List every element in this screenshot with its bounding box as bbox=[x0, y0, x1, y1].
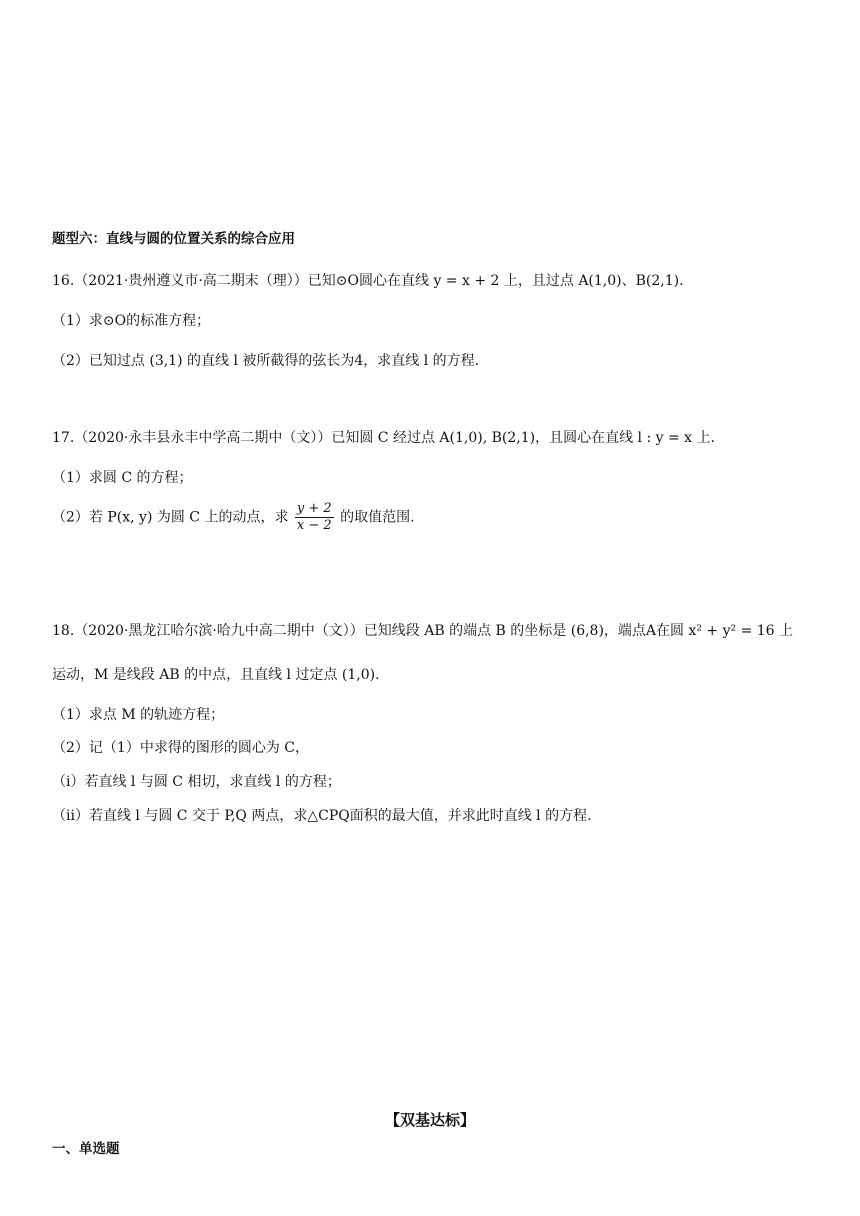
subsection-heading: 一、单选题 bbox=[52, 1141, 120, 1157]
question-16-part-2: （2）已知过点 (3,1) 的直线 l 被所截得的弦长为4，求直线 l 的方程. bbox=[52, 353, 480, 369]
question-17-part-2-text: （2）若 P(x, y) 为圆 C 上的动点，求 bbox=[52, 509, 289, 526]
question-18-part-2-i: （i）若直线 l 与圆 C 相切，求直线 l 的方程； bbox=[52, 774, 341, 790]
question-18-part-2-ii: （ii）若直线 l 与圆 C 交于 P,Q 两点，求△CPQ面积的最大值，并求此时直线 l 的方程. bbox=[52, 808, 592, 824]
question-16-part-1: （1）求⊙O的标准方程； bbox=[52, 313, 211, 329]
question-18-stem-line-1: 18.（2020·黑龙江哈尔滨·哈九中高二期中（文））已知线段 AB 的端点 B 的坐标是 (6,8)，端点A在圆 x² + y² = 16 上 bbox=[52, 623, 794, 639]
fraction-numerator: y + 2 bbox=[296, 501, 332, 516]
fraction-denominator: x − 2 bbox=[296, 518, 332, 533]
question-17-part-2-tail: 的取值范围. bbox=[340, 509, 415, 526]
question-16-stem: 16.（2021·贵州遵义市·高二期末（理））已知⊙O圆心在直线 y = x + 2 上，且过点 A(1,0)、B(2,1). bbox=[52, 273, 684, 289]
question-18-stem-line-2: 运动，M 是线段 AB 的中点，且直线 l 过定点 (1,0). bbox=[52, 667, 380, 683]
section-title: 题型六：直线与圆的位置关系的综合应用 bbox=[52, 231, 295, 247]
question-18-part-2: （2）记（1）中求得的图形的圆心为 C， bbox=[52, 740, 309, 756]
question-17-part-1: （1）求圆 C 的方程； bbox=[52, 470, 193, 486]
question-17-stem: 17.（2020·永丰县永丰中学高二期中（文））已知圆 C 经过点 A(1,0), B(2,1)，且圆心在直线 l : y = x 上. bbox=[52, 430, 715, 446]
question-18-part-1: （1）求点 M 的轨迹方程； bbox=[52, 707, 225, 723]
fraction bbox=[295, 501, 334, 534]
section-heading: 【双基达标】 bbox=[384, 1111, 475, 1129]
question-17-part-2 bbox=[52, 501, 415, 534]
